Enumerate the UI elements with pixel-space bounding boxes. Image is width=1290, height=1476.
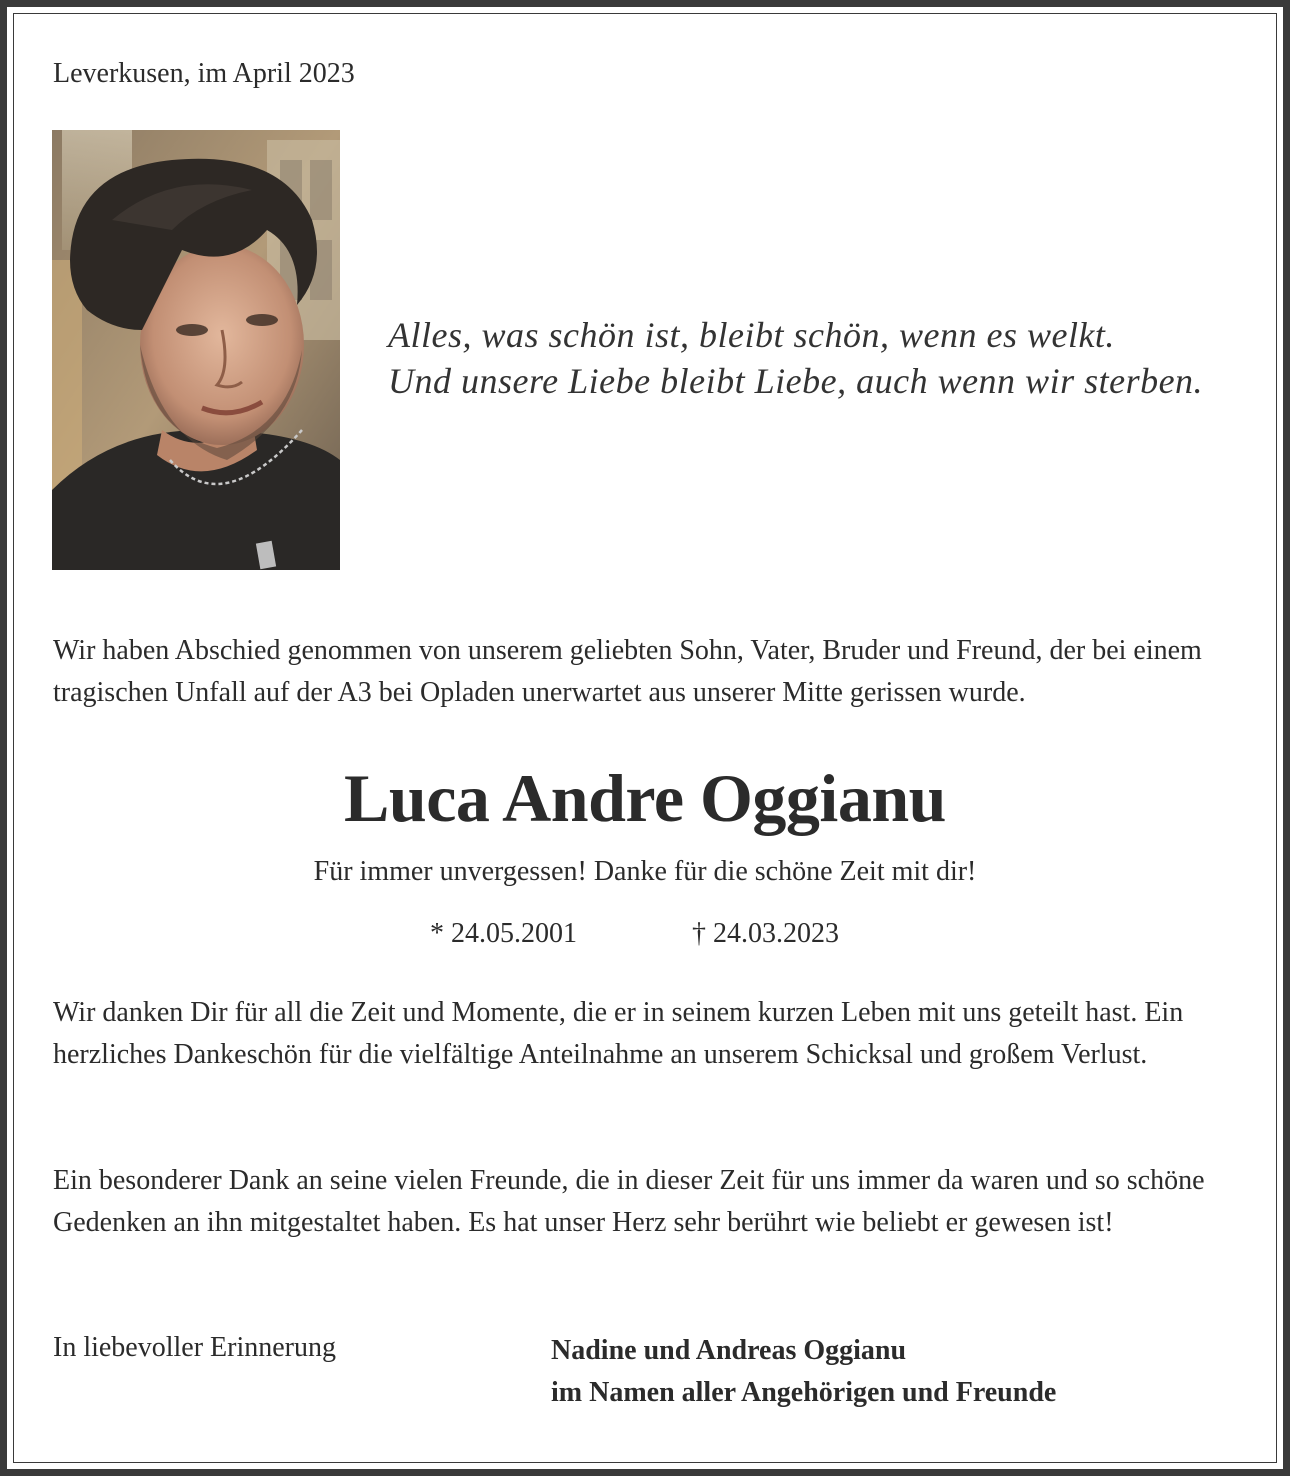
death-date: † 24.03.2023 [692, 918, 839, 949]
memorial-subtitle: Für immer unvergessen! Danke für die schöne Zeit mit dir! [313, 856, 977, 887]
memorial-quote [388, 312, 1203, 404]
quote-line-1: Alles, was schön ist, bleibt schön, wenn es welkt. [388, 315, 1115, 355]
quote-line-2: Und unsere Liebe bleibt Liebe, auch wenn wir sterben. [388, 361, 1204, 401]
portrait-photo [52, 130, 340, 570]
closing-line: In liebevoller Erinnerung [53, 1332, 337, 1363]
thanks-paragraph-1: Wir danken Dir für all die Zeit und Momente, die er in seinem kurzen Leben mit uns geteilt hast. Ein herzliches Dankeschön für die vielfältige Anteilnahme an unserem Schicksal und großem Verlust. [53, 997, 1184, 1070]
signers [551, 1330, 1056, 1414]
deceased-name: Luca Andre Oggianu [344, 760, 946, 836]
intro-paragraph: Wir haben Abschied genommen von unserem geliebten Sohn, Vater, Bruder und Freund, der bei einem tragischen Unfall auf der A3 bei Opladen unerwartet aus unserer Mitte gerissen wurde. [53, 635, 1202, 708]
thanks-paragraph-2: Ein besonderer Dank an seine vielen Freunde, die in dieser Zeit für uns immer da waren und so schöne Gedenken an ihn mitgestaltet haben. Es hat unser Herz sehr berührt wie beliebt er gewesen ist! [53, 1165, 1205, 1238]
signer-on-behalf: im Namen aller Angehörigen und Freunde [551, 1377, 1057, 1408]
signer-names: Nadine und Andreas Oggianu [551, 1335, 907, 1366]
place-date: Leverkusen, im April 2023 [53, 58, 355, 89]
birth-date: * 24.05.2001 [430, 918, 577, 949]
